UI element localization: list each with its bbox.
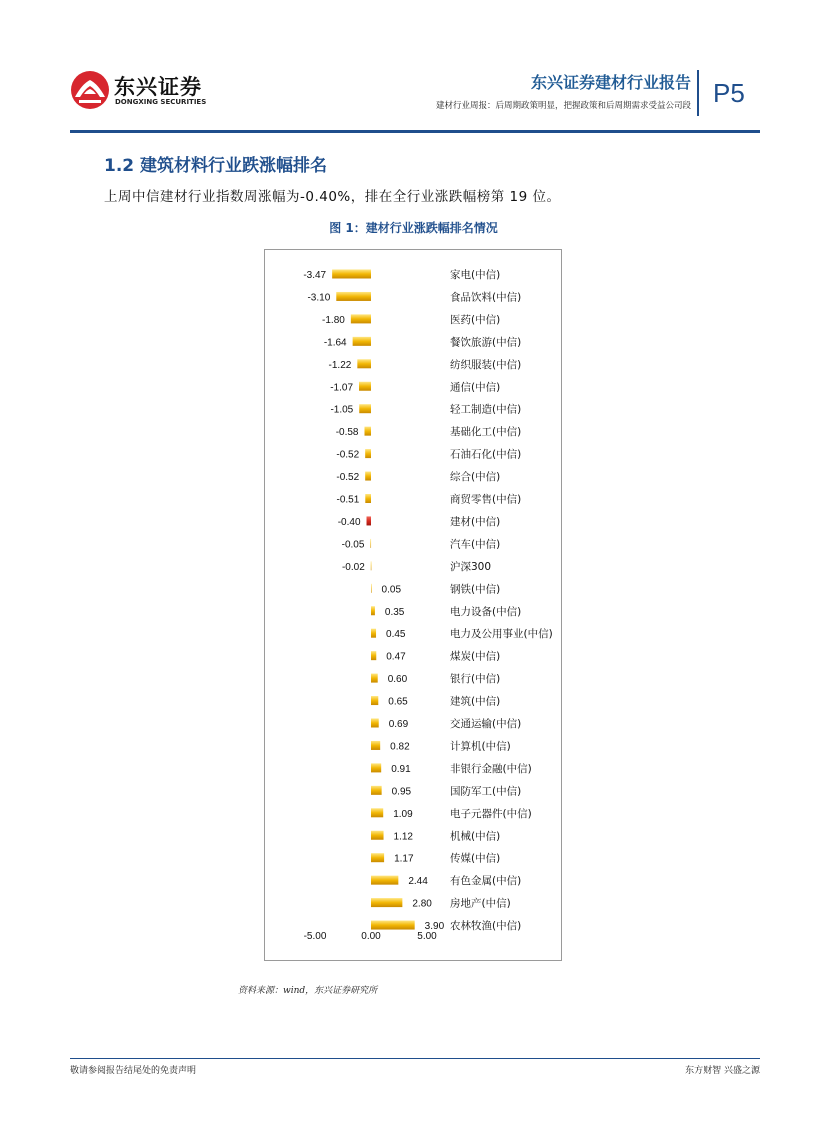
chart-bar — [357, 359, 371, 368]
chart-category-label: 钢铁(中信) — [450, 583, 501, 596]
page-number: P5 — [713, 78, 745, 108]
chart-value-label: 2.80 — [412, 898, 432, 910]
chart-bar — [371, 921, 415, 930]
chart-bar — [365, 449, 371, 458]
chart-category-label: 家电(中信) — [450, 269, 501, 281]
chart-bar — [371, 741, 380, 750]
report-title: 东兴证券建材行业报告 — [530, 73, 691, 92]
logo-text-en: DONGXING SECURITIES — [115, 98, 207, 106]
chart-x-tick-label: -5.00 — [303, 931, 327, 942]
chart-bar — [371, 696, 378, 705]
chart-value-label: -0.58 — [335, 427, 359, 439]
company-logo — [70, 70, 210, 110]
chart-value-label: 0.69 — [388, 719, 409, 730]
chart-bar — [371, 831, 384, 840]
chart-category-label: 沪深300 — [450, 560, 492, 573]
chart-bar — [332, 270, 371, 279]
chart-category-label: 基础化工(中信) — [450, 426, 522, 439]
chart-bar — [371, 898, 402, 907]
chart-category-label: 医药(中信) — [450, 313, 501, 326]
chart-value-label: 0.65 — [388, 696, 408, 708]
chart-bar — [359, 382, 371, 391]
chart-category-label: 商贸零售(中信) — [450, 493, 522, 506]
chart-value-label: 0.60 — [387, 674, 408, 686]
chart-x-tick-label: 5.00 — [417, 931, 437, 942]
chart-bar — [371, 584, 372, 593]
chart-category-label: 食品饮料(中信) — [450, 291, 522, 304]
chart-value-label: 0.35 — [384, 606, 405, 618]
chart-bar — [367, 516, 371, 525]
chart-value-label: -0.52 — [336, 449, 360, 461]
chart-bar — [371, 719, 379, 728]
chart-bar — [371, 876, 398, 885]
figure-title: 图 1：建材行业涨跌幅排名情况 — [329, 221, 498, 235]
chart-category-label: 轻工制造(中信) — [450, 403, 522, 416]
chart-category-label: 通信(中信) — [450, 381, 501, 394]
chart-value-label: -1.80 — [322, 314, 345, 326]
chart-category-label: 汽车(中信) — [450, 538, 501, 551]
header-divider — [70, 130, 760, 133]
chart-value-label: -1.64 — [323, 337, 347, 349]
footer-divider — [70, 1058, 760, 1059]
chart-value-label: 0.95 — [391, 786, 412, 798]
chart-bar — [365, 427, 372, 436]
chart-value-label: 1.17 — [394, 853, 414, 865]
ranking-bar-chart — [264, 249, 562, 961]
chart-value-label: -1.07 — [330, 382, 354, 394]
chart-bar — [371, 651, 376, 660]
chart-bar — [370, 539, 371, 548]
chart-category-label: 传媒(中信) — [450, 852, 501, 865]
chart-value-label: 3.90 — [424, 921, 445, 933]
chart-category-label: 电子元器件(中信) — [450, 807, 532, 820]
chart-category-label: 有色金属(中信) — [450, 875, 522, 888]
chart-category-label: 综合(中信) — [450, 471, 501, 484]
chart-category-label: 电力及公用事业(中信) — [450, 628, 553, 641]
chart-value-label: 1.09 — [393, 808, 413, 820]
chart-bar — [351, 314, 371, 323]
chart-value-label: -1.22 — [328, 359, 352, 371]
chart-bar — [371, 786, 382, 795]
chart-value-label: 0.82 — [390, 741, 410, 753]
chart-category-label: 餐饮旅游(中信) — [450, 336, 522, 349]
chart-bar — [371, 561, 372, 570]
figure-source: 资料来源：wind，东兴证券研究所 — [238, 986, 378, 996]
chart-value-label: -0.51 — [336, 494, 360, 506]
logo-text-cn: 东兴证券 — [114, 75, 202, 99]
chart-category-label: 交通运输(中信) — [450, 718, 522, 730]
chart-bar — [371, 853, 384, 862]
chart-bar — [365, 472, 371, 481]
chart-value-label: -0.02 — [341, 561, 365, 573]
header-separator — [697, 70, 699, 116]
chart-value-label: 0.47 — [386, 651, 406, 663]
chart-bar — [371, 763, 381, 772]
footer-slogan: 东方财智 兴盛之源 — [685, 1066, 760, 1076]
section-title: 1.2 建筑材料行业跌涨幅排名 — [104, 156, 328, 176]
chart-bar — [371, 629, 376, 638]
chart-category-label: 计算机(中信) — [450, 740, 511, 753]
chart-bar — [371, 808, 383, 817]
chart-bar — [359, 404, 371, 413]
chart-value-label: -3.10 — [307, 292, 331, 304]
chart-value-label: 0.05 — [381, 584, 402, 596]
chart-value-label: -3.47 — [303, 270, 327, 281]
chart-category-label: 非银行金融(中信) — [450, 762, 532, 775]
chart-value-label: 0.45 — [386, 629, 406, 641]
chart-category-label: 建筑(中信) — [450, 695, 501, 708]
chart-category-label: 机械(中信) — [450, 830, 501, 843]
chart-value-label: 2.44 — [408, 876, 428, 888]
chart-bar — [353, 337, 371, 346]
chart-bar — [365, 494, 371, 503]
chart-category-label: 电力设备(中信) — [450, 605, 522, 618]
chart-category-label: 建材(中信) — [450, 515, 501, 528]
footer-disclaimer: 敬请参阅报告结尾处的免责声明 — [70, 1066, 197, 1076]
chart-category-label: 农林牧渔(中信) — [450, 920, 522, 933]
chart-x-tick-label: 0.00 — [361, 931, 381, 942]
chart-bar — [336, 292, 371, 301]
chart-value-label: 0.91 — [391, 763, 411, 775]
chart-category-label: 纺织服装(中信) — [450, 358, 522, 371]
chart-category-label: 国防军工(中信) — [450, 785, 522, 798]
section-body-text: 上周中信建材行业指数周涨幅为-0.40%，排在全行业涨跌幅榜第 19 位。 — [104, 189, 561, 205]
company-logo-icon — [70, 70, 110, 110]
chart-value-label: -0.05 — [341, 539, 365, 551]
chart-category-label: 房地产(中信) — [450, 897, 511, 910]
report-subtitle: 建材行业周报：后周期政策明显，把握政策和后周期需求受益公司段 — [435, 101, 691, 111]
chart-value-label: 1.12 — [393, 831, 414, 843]
chart-bar — [371, 674, 378, 683]
chart-category-label: 石油石化(中信) — [450, 448, 522, 461]
chart-value-label: -1.05 — [330, 404, 354, 416]
chart-category-label: 煤炭(中信) — [450, 650, 501, 663]
chart-value-label: -0.52 — [336, 472, 360, 484]
chart-category-label: 银行(中信) — [450, 673, 501, 686]
chart-value-label: -0.40 — [337, 516, 361, 528]
chart-bar — [371, 606, 375, 615]
